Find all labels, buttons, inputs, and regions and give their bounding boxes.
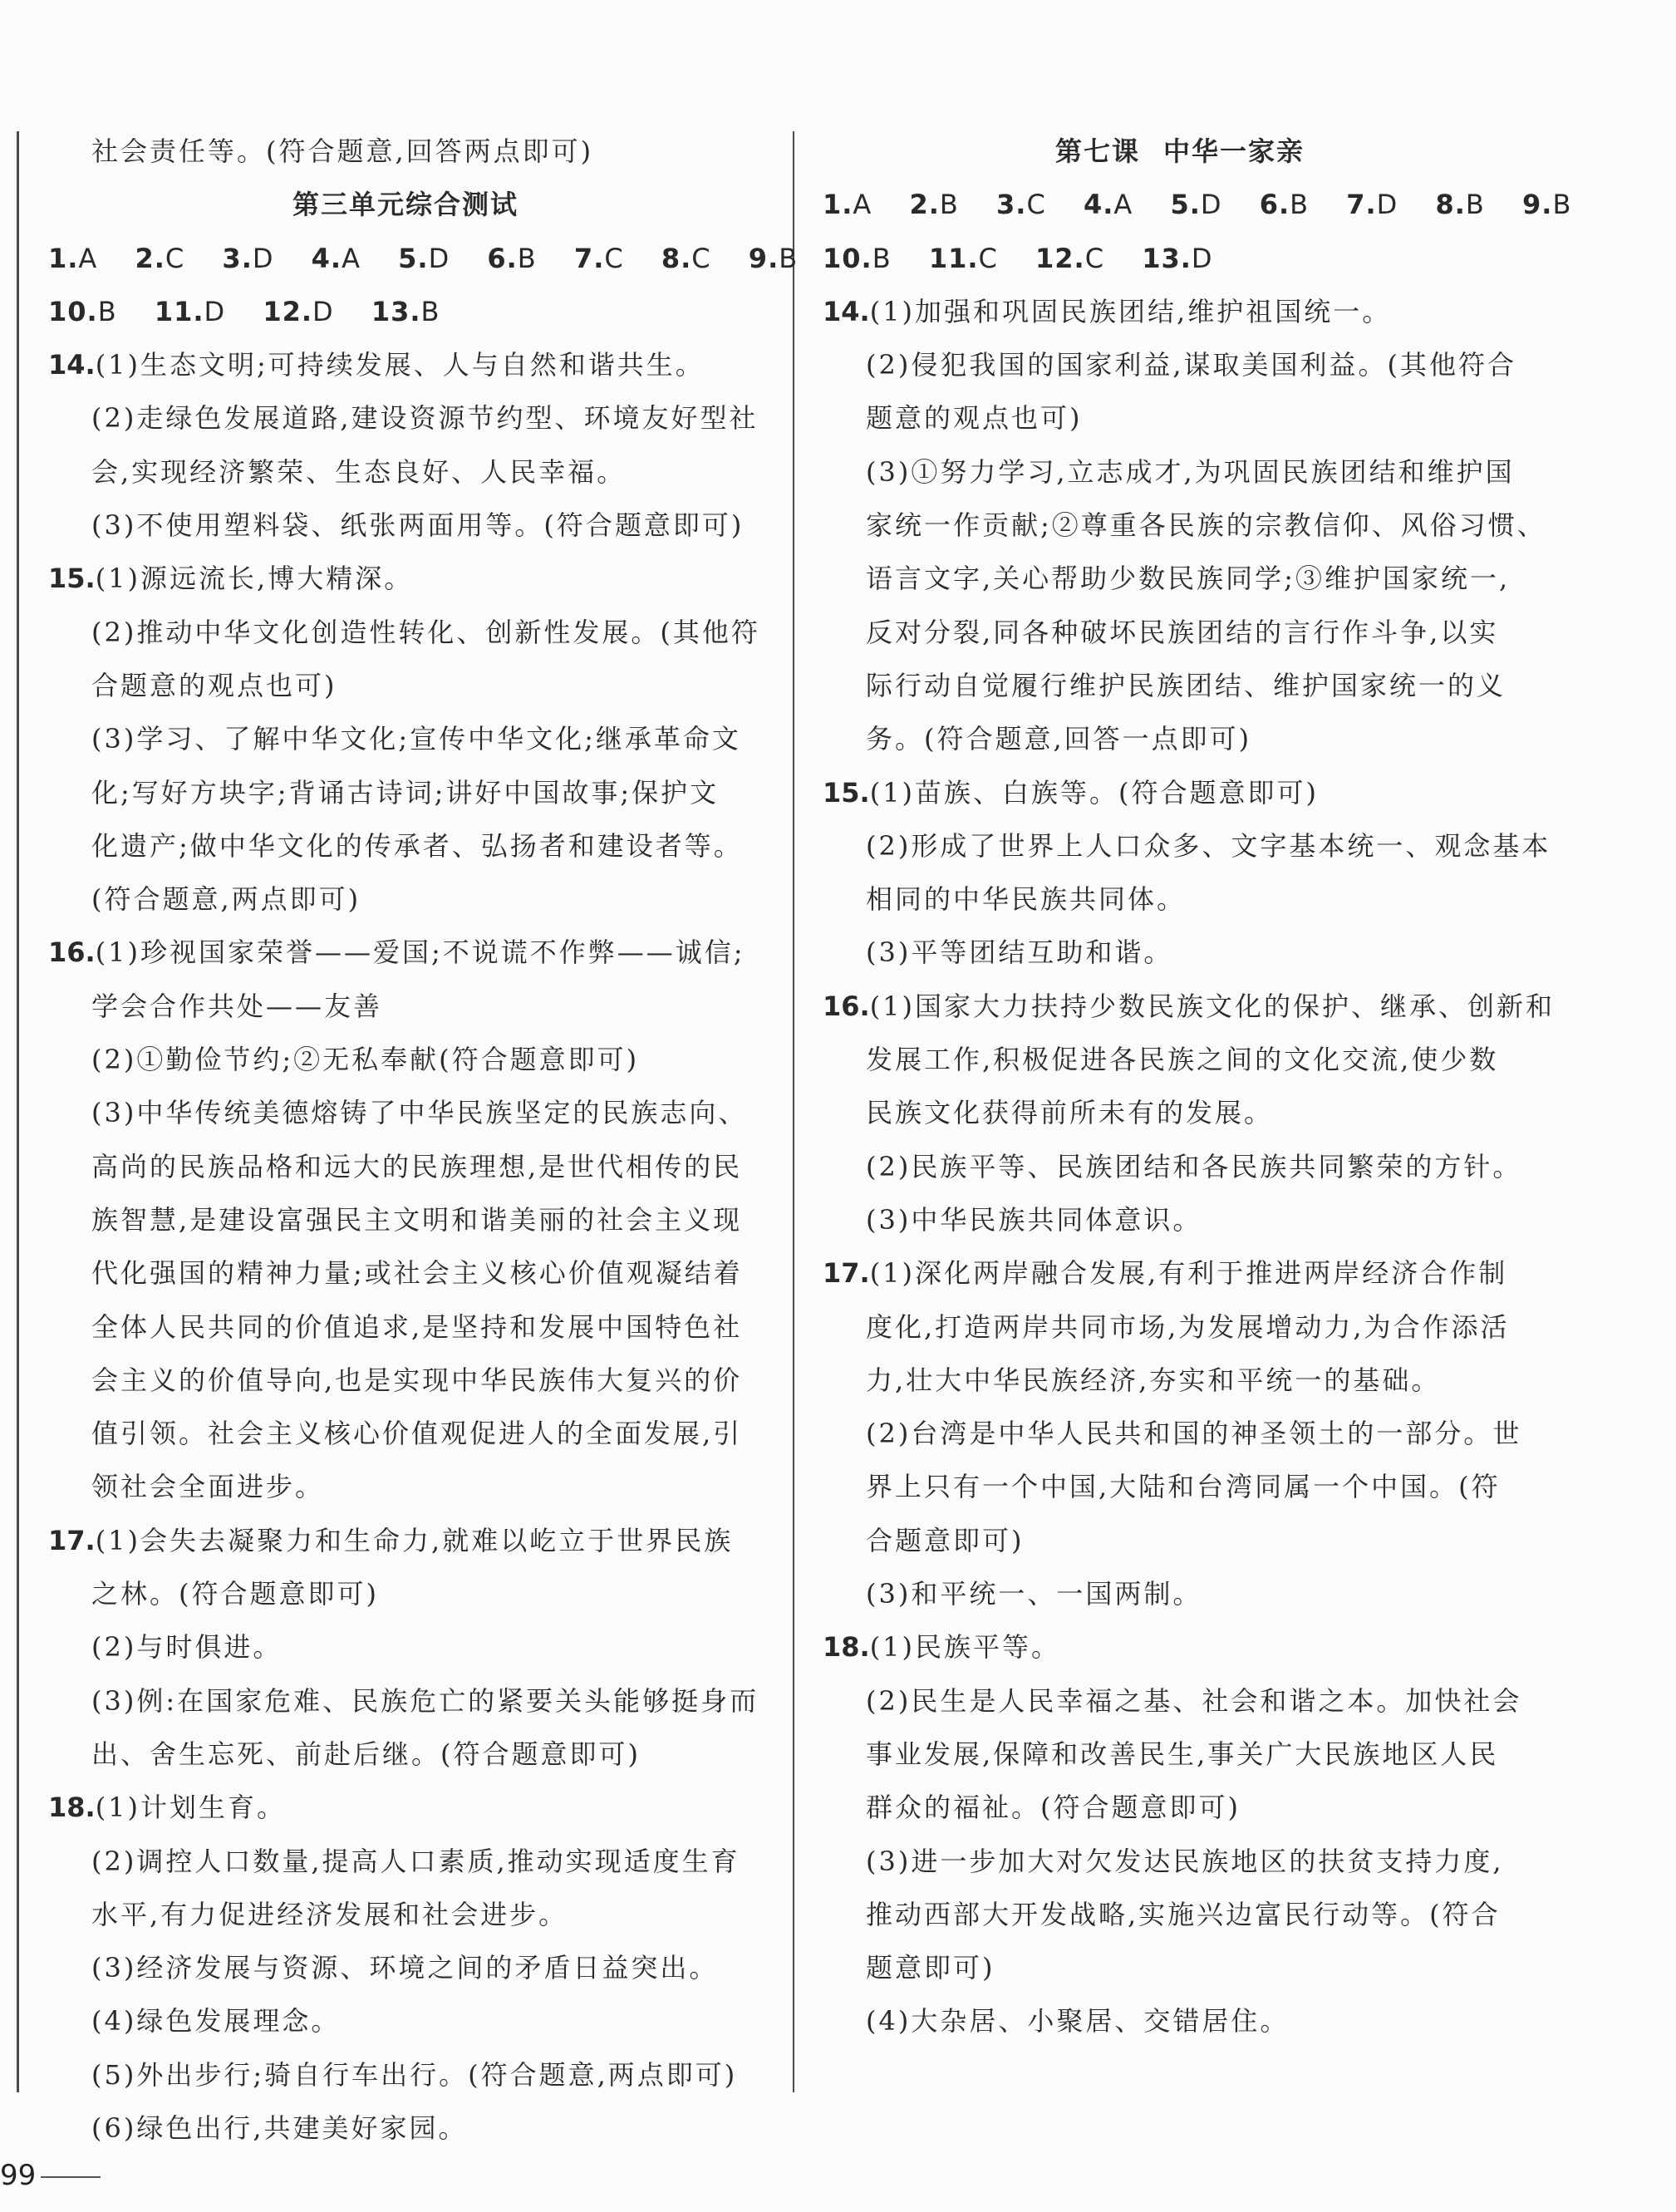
mc-answer: 1.A [823, 189, 872, 221]
answer-line: 际行动自觉履行维护民族团结、维护国家统一的义 [866, 669, 1506, 701]
mc-answer: 5.D [1170, 189, 1222, 221]
answer-line: (3)不使用塑料袋、纸张两面用等。(符合题意即可) [91, 509, 745, 542]
answer-line: 18.(1)民族平等。 [823, 1631, 1061, 1664]
mc-answer: 12.C [1035, 242, 1105, 274]
mc-answer: 2.B [909, 189, 959, 221]
question-number: 18. [48, 1792, 96, 1824]
answer-line: 会主义的价值导向,也是实现中华民族伟大复兴的价 [91, 1364, 743, 1396]
section-heading: 第三单元综合测试 [292, 189, 519, 221]
answer-line: (3)中华民族共同体意识。 [866, 1203, 1202, 1236]
answer-line: (3)进一步加大对欠发达民族地区的扶贫支持力度, [866, 1845, 1504, 1877]
answer-line: 民族文化获得前所未有的发展。 [866, 1097, 1274, 1129]
mc-answer: 6.B [487, 242, 537, 274]
answer-line: 14.(1)加强和巩固民族团结,维护祖国统一。 [823, 295, 1392, 327]
page-footer [0, 2159, 101, 2192]
answer-line: (4)大杂居、小聚居、交错居住。 [866, 2005, 1290, 2037]
answer-line: (3)平等团结互助和谐。 [866, 936, 1173, 969]
answer-line: (2)侵犯我国的国家利益,谋取美国利益。(其他符合 [866, 349, 1516, 381]
answer-line: (3)中华传统美德熔铸了中华民族坚定的民族志向、 [91, 1097, 748, 1129]
mc-answer: 8.C [661, 242, 711, 274]
mc-answer: 4.A [311, 242, 361, 274]
answer-line: 务。(符合题意,回答一点即可) [866, 723, 1252, 755]
answer-line: 合题意即可) [866, 1524, 1025, 1556]
mc-answer: 1.A [48, 242, 98, 274]
mc-answer: 4.A [1083, 189, 1133, 221]
mc-answer: 11.D [154, 295, 226, 327]
answer-line: 15.(1)苗族、白族等。(符合题意即可) [823, 776, 1319, 809]
answer-line: (2)走绿色发展道路,建设资源节约型、环境友好型社 [91, 402, 759, 435]
answer-line: 发展工作,积极促进各民族之间的文化交流,使少数 [866, 1044, 1499, 1076]
mc-answer: 2.C [135, 242, 185, 274]
mc-answers-row [823, 232, 1537, 285]
answer-line: (2)台湾是中华人民共和国的神圣领土的一部分。世 [866, 1418, 1522, 1450]
answer-line: (3)和平统一、一国两制。 [866, 1578, 1202, 1610]
answer-line: 反对分裂,同各种破坏民族团结的言行作斗争,以实 [866, 616, 1499, 648]
page-number: 99 [0, 2159, 37, 2192]
answer-line: 17.(1)深化两岸融合发展,有利于推进两岸经济合作制 [823, 1257, 1508, 1290]
answer-line: 18.(1)计划生育。 [48, 1792, 287, 1824]
mc-answer: 9.B [748, 242, 799, 274]
footer-rule [41, 2176, 101, 2178]
answer-line: 力,壮大中华民族经济,夯实和平统一的基础。 [866, 1364, 1441, 1396]
mc-answer: 3.D [222, 242, 274, 274]
left-margin-rule [17, 131, 19, 2092]
answer-line: (2)与时俱进。 [91, 1631, 283, 1664]
answer-line: 全体人民共同的价值追求,是坚持和发展中国特色社 [91, 1310, 743, 1343]
answer-line: 题意的观点也可) [866, 402, 1083, 435]
answer-line: 值引领。社会主义核心价值观促进人的全面发展,引 [91, 1418, 743, 1450]
answer-line: (5)外出步行;骑自行车出行。(符合题意,两点即可) [91, 2058, 738, 2091]
mc-answer: 13.B [371, 295, 440, 327]
lesson-heading: 第七课 中华一家亲 [1054, 135, 1305, 167]
answer-line: (2)调控人口数量,提高人口素质,推动实现适度生育 [91, 1845, 740, 1877]
answer-line: 化;写好方块字;背诵古诗词;讲好中国故事;保护文 [91, 776, 720, 809]
question-number: 18. [823, 1631, 870, 1664]
answer-line: 家统一作贡献;②尊重各民族的宗教信仰、风俗习惯、 [866, 509, 1546, 542]
mc-answers-row [48, 285, 763, 338]
answer-line: 领社会全面进步。 [91, 1471, 325, 1503]
mc-answers-row [823, 178, 1572, 231]
answer-line: 16.(1)国家大力扶持少数民族文化的保护、继承、创新和 [823, 990, 1556, 1022]
answer-line: 水平,有力促进经济发展和社会进步。 [91, 1898, 568, 1930]
question-number: 14. [823, 295, 870, 327]
answer-line: 代化强国的精神力量;或社会主义核心价值观凝结着 [91, 1257, 743, 1290]
answer-line: (3)经济发展与资源、环境之间的矛盾日益突出。 [91, 1952, 719, 1984]
mc-answer: 10.B [823, 242, 892, 274]
question-number: 14. [48, 349, 96, 381]
answer-line: 学会合作共处——友善 [91, 990, 383, 1022]
question-number: 16. [823, 990, 870, 1022]
right-column [823, 125, 1572, 2048]
answer-line: 题意即可) [866, 1952, 995, 1984]
left-column [48, 125, 799, 2155]
answer-line: 17.(1)会失去凝聚力和生命力,就难以屹立于世界民族 [48, 1524, 734, 1556]
mc-answer: 8.B [1435, 189, 1485, 221]
mc-answer: 5.D [398, 242, 450, 274]
continued-text: 社会责任等。(符合题意,回答两点即可) [91, 135, 594, 167]
answer-line: 14.(1)生态文明;可持续发展、人与自然和谐共生。 [48, 349, 705, 381]
answer-line: (2)民族平等、民族团结和各民族共同繁荣的方针。 [866, 1150, 1522, 1182]
answer-line: 高尚的民族品格和远大的民族理想,是世代相传的民 [91, 1150, 743, 1182]
question-number: 17. [48, 1524, 96, 1556]
question-number: 15. [48, 563, 96, 595]
answer-line: 16.(1)珍视国家荣誉——爱国;不说谎不作弊——诚信; [48, 936, 745, 969]
answer-line: 15.(1)源远流长,博大精深。 [48, 563, 414, 595]
mc-answers-row [48, 232, 799, 285]
question-number: 15. [823, 776, 870, 809]
answer-line: 度化,打造两岸共同市场,为发展增动力,为合作添活 [866, 1310, 1510, 1343]
answer-line: 相同的中华民族共同体。 [866, 883, 1187, 916]
question-number: 17. [823, 1257, 870, 1290]
answer-line: (2)形成了世界上人口众多、文字基本统一、观念基本 [866, 829, 1551, 862]
answer-line: 事业发展,保障和改善民生,事关广大民族地区人民 [866, 1738, 1499, 1770]
answer-line: 会,实现经济繁荣、生态良好、人民幸福。 [91, 455, 627, 488]
answer-line: (符合题意,两点即可) [91, 883, 361, 916]
mc-answer: 7.D [1346, 189, 1398, 221]
answer-line: (2)①勤俭节约;②无私奉献(符合题意即可) [91, 1044, 640, 1076]
answer-line: (6)绿色出行,共建美好家园。 [91, 2111, 468, 2144]
answer-line: 合题意的观点也可) [91, 669, 337, 701]
mc-answer: 13.D [1142, 242, 1213, 274]
answer-line: (3)①努力学习,立志成才,为巩固民族团结和维护国 [866, 455, 1515, 488]
mc-answer: 9.B [1522, 189, 1572, 221]
answer-line: 出、舍生忘死、前赴后继。(符合题意即可) [91, 1738, 641, 1770]
question-number: 16. [48, 936, 96, 969]
answer-line: (4)绿色发展理念。 [91, 2005, 341, 2037]
answer-line: 界上只有一个中国,大陆和台湾同属一个中国。(符 [866, 1471, 1501, 1503]
answer-line: 推动西部大开发战略,实施兴边富民行动等。(符合 [866, 1898, 1501, 1930]
answer-line: (3)例:在国家危难、民族危亡的紧要关头能够挺身而 [91, 1684, 759, 1717]
answer-line: 族智慧,是建设富强民主文明和谐美丽的社会主义现 [91, 1203, 743, 1236]
mc-answer: 7.C [573, 242, 624, 274]
mc-answer: 3.C [996, 189, 1046, 221]
answer-line: 之林。(符合题意即可) [91, 1578, 379, 1610]
answer-line: 化遗产;做中华文化的传承者、弘扬者和建设者等。 [91, 829, 743, 862]
mc-answer: 10.B [48, 295, 117, 327]
mc-answer: 12.D [263, 295, 334, 327]
answer-line: (2)民生是人民幸福之基、社会和谐之本。加快社会 [866, 1684, 1522, 1717]
answer-line: 语言文字,关心帮助少数民族同学;③维护国家统一, [866, 563, 1511, 595]
mc-answer: 6.B [1259, 189, 1310, 221]
answer-line: (3)学习、了解中华文化;宣传中华文化;继承革命文 [91, 723, 741, 755]
answer-line: (2)推动中华文化创造性转化、创新性发展。(其他符 [91, 616, 760, 648]
answer-line: 群众的福祉。(符合题意即可) [866, 1792, 1241, 1824]
mc-answer: 11.C [928, 242, 998, 274]
column-divider [793, 131, 794, 2092]
